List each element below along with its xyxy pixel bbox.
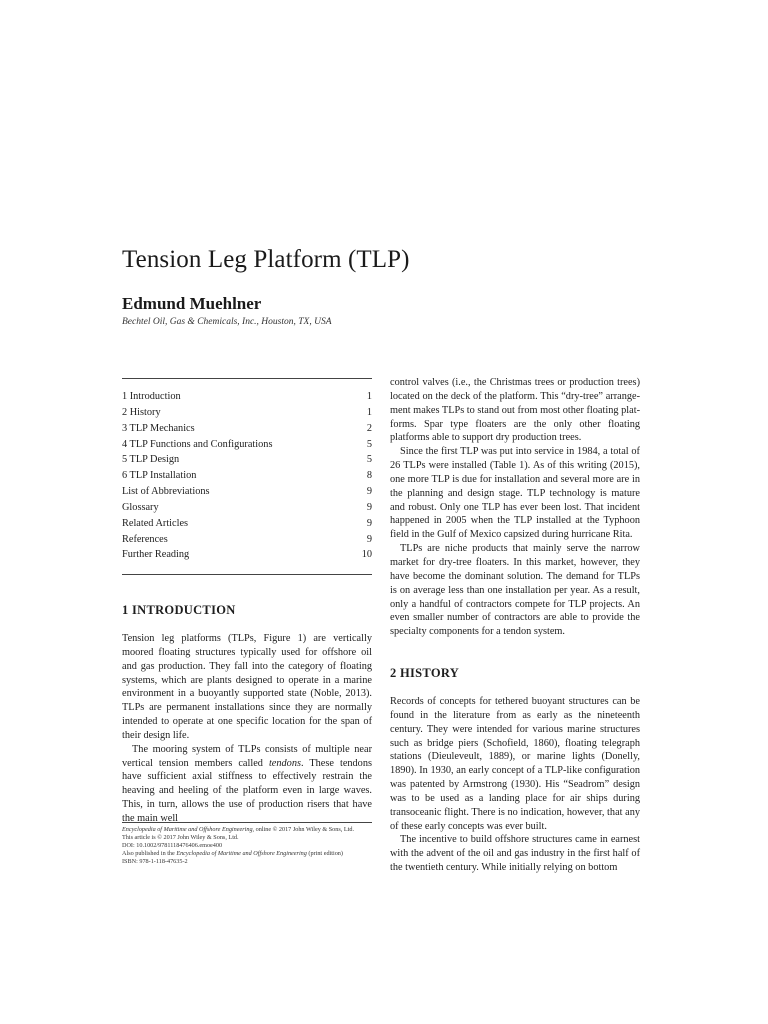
article-title: Tension Leg Platform (TLP) bbox=[122, 246, 410, 273]
right-column-body bbox=[390, 376, 640, 639]
paragraph: The incentive to build offshore structures came in earnest with the advent of the oil and gas industry in the first half of the twentieth century. While initially relying on bottom bbox=[390, 834, 640, 874]
footnote-line: This article is © 2017 John Wiley & Sons, Ltd. bbox=[122, 834, 239, 842]
toc-entry[interactable] bbox=[122, 547, 372, 563]
footnote-line bbox=[122, 826, 372, 834]
toc-entry-label: Further Reading bbox=[122, 549, 190, 561]
toc-entry-page: 9 bbox=[366, 486, 372, 498]
paragraph bbox=[122, 743, 372, 826]
toc-entry-page: 1 bbox=[366, 391, 372, 402]
history-body bbox=[390, 695, 640, 875]
toc-entry-page: 9 bbox=[366, 501, 372, 513]
footnote-line bbox=[122, 850, 372, 858]
toc-entry-label: 2 History bbox=[122, 406, 161, 418]
toc-entry-page: 5 bbox=[366, 438, 372, 450]
toc-entry[interactable] bbox=[122, 437, 372, 453]
toc-entry-page: 8 bbox=[366, 470, 372, 482]
paragraph: control valves (i.e., the Christmas trees or production trees) located on the deck of the platform. This “dry-tree” arrangement makes TLPs to stand out from most other floating platforms. Spar type floaters are the only other floating platforms able to support dry production trees. bbox=[390, 377, 640, 444]
toc-entry-page: 2 bbox=[366, 422, 372, 434]
toc-entry-page: 5 bbox=[366, 454, 372, 466]
toc-entry-page: 9 bbox=[366, 533, 372, 545]
toc-entry-label: Related Articles bbox=[122, 517, 189, 529]
toc-entry[interactable] bbox=[122, 421, 372, 437]
toc-entry-label: 3 TLP Mechanics bbox=[122, 422, 195, 434]
text-run: (print edition) bbox=[306, 850, 343, 858]
footnote-line: DOI: 10.1002/9781118476406.emoe400 bbox=[122, 842, 223, 850]
text-run: The mooring system of TLPs consists of multiple near vertical tension members called bbox=[122, 743, 372, 769]
paragraph: Tension leg platforms (TLPs, Figure 1) are vertically moored floating structures typically used for offshore oil and gas production. They fall into the category of floating systems, which are plants designed to operate in a marine environment in a buoyantly supported state (Noble, 2013). TLPs are permanent installations since they are normally intended to operate at one specific location for the span of their design life. bbox=[122, 633, 372, 741]
toc-entry[interactable] bbox=[122, 516, 372, 532]
toc-entry[interactable] bbox=[122, 452, 372, 468]
section-heading-introduction: 1 INTRODUCTION bbox=[122, 603, 236, 617]
footnote-rule bbox=[122, 822, 372, 823]
toc-entry-label: 6 TLP Installation bbox=[122, 470, 197, 482]
author-name: Edmund Muehlner bbox=[122, 294, 262, 313]
author-affiliation: Bechtel Oil, Gas & Chemicals, Inc., Houston, TX, USA bbox=[122, 317, 332, 327]
toc-bottom-rule bbox=[122, 574, 372, 575]
text-run: . These tendons have sufficient axial stiffness to effectively restrain the heaving and heeling of the platform even in large waves. This, in turn, allows the use of production risers that have the main well bbox=[122, 757, 372, 824]
toc-entry[interactable] bbox=[122, 405, 372, 421]
text-run: Encyclopedia of Maritime and Offshore Engineering bbox=[122, 826, 253, 833]
section-heading-history: 2 HISTORY bbox=[390, 666, 460, 680]
toc-entry-page: 9 bbox=[366, 517, 372, 529]
paragraph: Records of concepts for tethered buoyant structures can be found in the literature from as early as the nineteenth century. They were intended for various marine structures such as bridge piers (Schofield, 1860), floating telegraph stations (Dieuleveult, 1889), or marine lights (Donelly, 1890). In 1930, an early concept of a TLP-like configuration was patented by Armstrong (1930). His “Seadrom” design was to be used as a landing place for air ships during transoceanic flight. There is no indication, however, that any of these early concepts was ever built. bbox=[390, 696, 640, 832]
introduction-body bbox=[122, 632, 372, 826]
toc-entry[interactable] bbox=[122, 484, 372, 500]
toc-entry-label: List of Abbreviations bbox=[122, 486, 210, 498]
toc-entry-label: 1 Introduction bbox=[122, 391, 181, 402]
toc-entry[interactable] bbox=[122, 468, 372, 484]
toc-entry-label: Glossary bbox=[122, 501, 159, 513]
text-run: Encyclopedia of Maritime and Offshore Engineering bbox=[176, 850, 307, 858]
text-run: Also published in the bbox=[122, 850, 177, 858]
toc-entry[interactable] bbox=[122, 532, 372, 548]
copyright-footnote bbox=[122, 826, 372, 866]
toc-entry[interactable] bbox=[122, 389, 372, 405]
toc-entry-page: 1 bbox=[366, 406, 372, 418]
toc-entry-page: 10 bbox=[361, 549, 372, 561]
footnote-line: ISBN: 978-1-118-47635-2 bbox=[122, 858, 188, 866]
text-run: , online © 2017 John Wiley & Sons, Ltd. bbox=[252, 826, 354, 833]
toc-entry-label: References bbox=[122, 533, 168, 545]
table-of-contents bbox=[122, 389, 372, 563]
toc-entry[interactable] bbox=[122, 500, 372, 516]
toc-top-rule bbox=[122, 378, 372, 379]
italic-term: tendons bbox=[268, 757, 301, 769]
toc-entry-label: 5 TLP Design bbox=[122, 454, 180, 466]
paragraph: TLPs are niche products that mainly serve the narrow market for dry-tree floaters. In this market, however, they have become the dominant solution. The demand for TLPs is on average less than one installation per year. As a result, only a handful of contractors compete for TLP projects. An even smaller number of contractors are able to provide the specialty components for a tendon system. bbox=[390, 543, 640, 638]
toc-entry-label: 4 TLP Functions and Configurations bbox=[122, 438, 273, 450]
paragraph: Since the first TLP was put into service in 1984, a total of 26 TLPs were installed (Table 1). As of this writing (2015), one more TLP is due for installation and several more are in the planning and design stage. TLP technology is mature and robust. Only one TLP has ever been lost. That incident happened in 2005 when the TLP installed at the Typhoon field in the Gulf of Mexico capsized during hurricane Rita. bbox=[390, 446, 640, 541]
